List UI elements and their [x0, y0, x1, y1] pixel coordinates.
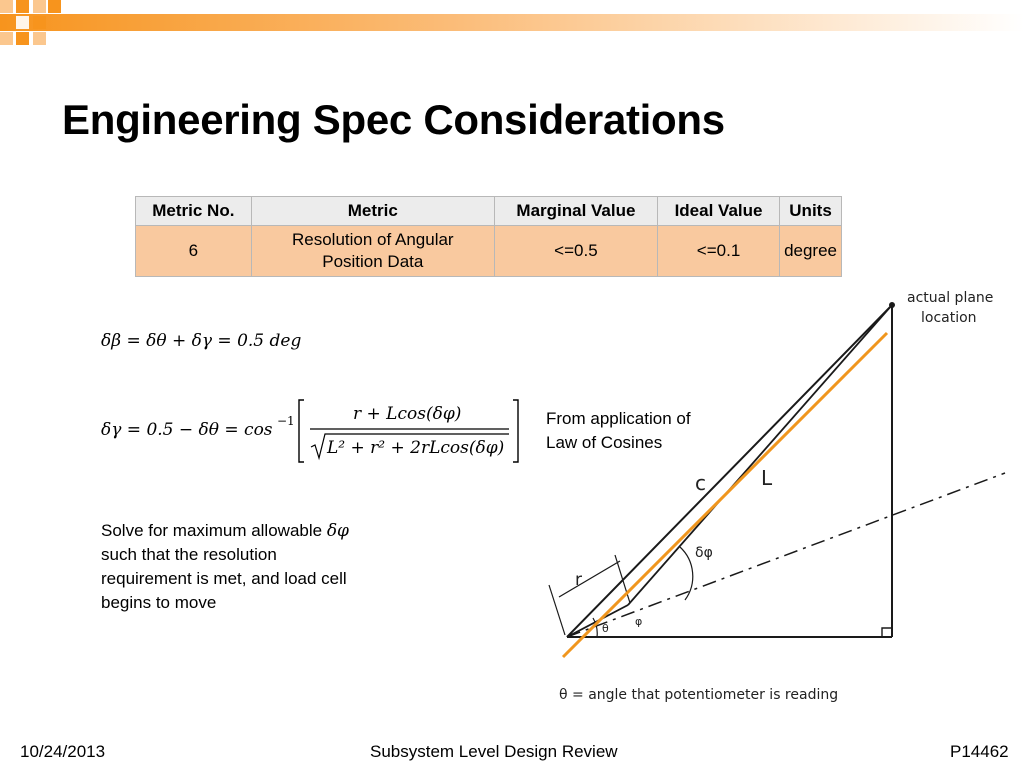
table-header-row	[136, 197, 842, 226]
sketch-dim-tick-left	[549, 585, 565, 635]
eq2-exponent: −1	[277, 414, 295, 428]
footer-date: 10/24/2013	[20, 742, 106, 761]
sketch-label-phi: φ	[635, 615, 643, 628]
cosines-note-line2: Law of Cosines	[546, 433, 663, 452]
col-header-marginal: Marginal Value	[494, 197, 657, 226]
solve-note	[101, 519, 349, 615]
sketch-label-actual-2: location	[921, 310, 977, 326]
sketch-label-actual-1: actual plane	[907, 290, 994, 306]
solve-note-symbol: δφ	[326, 521, 349, 541]
header-decoration	[0, 0, 1024, 48]
footer-project-code: P14462	[950, 742, 1009, 761]
cell-units: degree	[780, 226, 842, 277]
eq2-numerator: r + Lcos(δφ)	[353, 404, 462, 424]
solve-note-line3: requirement is met, and load cell	[101, 569, 347, 588]
sketch-right-angle	[882, 628, 892, 637]
sketch-label-c: c	[695, 471, 706, 495]
cell-metric	[251, 226, 494, 277]
eq2-denominator: L² + r² + 2rLcos(δφ)	[327, 438, 505, 458]
sketch-caption: θ = angle that potentiometer is reading	[559, 687, 839, 703]
sketch-label-theta: θ	[602, 622, 609, 635]
geometry-sketch	[535, 285, 1024, 720]
table-row	[136, 226, 842, 277]
col-header-units: Units	[780, 197, 842, 226]
cosines-note-line1: From application of	[546, 409, 691, 428]
sketch-link-L	[628, 305, 892, 605]
col-header-metric: Metric	[251, 197, 494, 226]
col-header-metric-no: Metric No.	[136, 197, 252, 226]
slide-title: Engineering Spec Considerations	[62, 96, 725, 143]
col-header-ideal: Ideal Value	[658, 197, 780, 226]
cell-ideal-value: <=0.1	[658, 226, 780, 277]
footer-title: Subsystem Level Design Review	[370, 742, 618, 761]
sketch-dashed-line	[567, 473, 1005, 637]
eq2-left: δγ = 0.5 − δθ = cos	[101, 420, 273, 440]
sketch-label-dphi: δφ	[695, 545, 713, 561]
cell-marginal-value: <=0.5	[494, 226, 657, 277]
equation-total-resolution: δβ = δθ + δγ = 0.5 deg	[101, 331, 302, 351]
solve-note-prefix: Solve for maximum allowable	[101, 521, 327, 540]
solve-note-line2: such that the resolution	[101, 545, 277, 564]
cell-metric-line1: Resolution of Angular	[291, 230, 454, 249]
solve-note-line4: begins to move	[101, 593, 217, 612]
equation-law-of-cosines	[101, 398, 531, 468]
cell-metric-line2: Position Data	[322, 252, 424, 271]
sketch-hypotenuse-c	[567, 305, 892, 637]
sketch-orange-line	[563, 333, 887, 657]
sketch-label-L: L	[761, 466, 773, 490]
sketch-label-r: r	[575, 570, 582, 590]
spec-table	[135, 196, 842, 277]
cell-metric-no: 6	[136, 226, 252, 277]
